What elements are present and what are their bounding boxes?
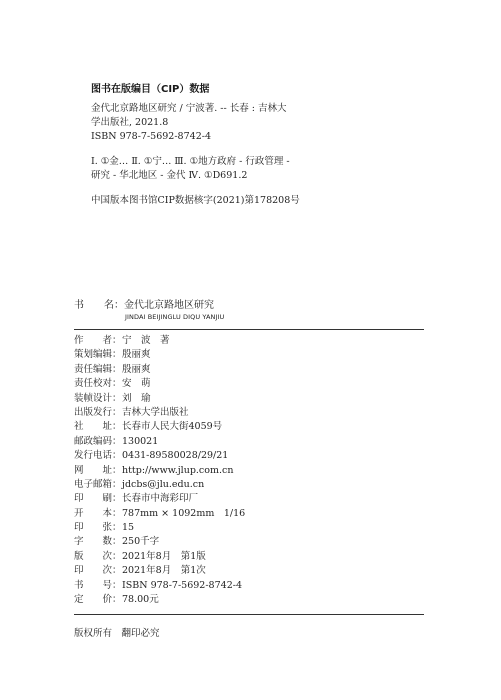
cip-subject-line: 研究 - 华北地区 - 金代 Ⅳ. ①D691.2 bbox=[91, 170, 248, 181]
info-row-postcode bbox=[74, 435, 424, 449]
info-label: 印 次： bbox=[74, 565, 122, 577]
copyright-notice: 版权所有 翻印必究 bbox=[74, 628, 160, 639]
info-value: 0431-89580028/29/21 bbox=[122, 450, 229, 462]
cip-subjects bbox=[91, 155, 421, 183]
info-row-printer bbox=[74, 492, 424, 506]
info-value: http://www.jlup.com.cn bbox=[122, 464, 234, 476]
info-label: 社 址： bbox=[74, 421, 122, 433]
info-value: 15 bbox=[122, 522, 135, 534]
cip-core-number bbox=[91, 194, 421, 208]
info-label: 开 本： bbox=[74, 507, 122, 519]
info-row-address bbox=[74, 420, 424, 434]
info-value: 殷丽爽 bbox=[122, 349, 151, 361]
info-row-proofreader bbox=[74, 377, 424, 391]
info-value: 78.00元 bbox=[122, 594, 159, 606]
info-value: jdcbs@jlu.edu.cn bbox=[122, 478, 205, 490]
info-row-printing bbox=[74, 564, 424, 578]
info-label: 网 址： bbox=[74, 464, 122, 476]
info-label: 作 者： bbox=[74, 335, 122, 346]
info-value: 刘 瑜 bbox=[122, 392, 151, 404]
cip-record-line: 学出版社, 2021.8 bbox=[91, 117, 169, 128]
book-name-value: 金代北京路地区研究 bbox=[124, 300, 214, 311]
book-name-label: 书 名： bbox=[74, 300, 124, 311]
info-label: 书 号： bbox=[74, 579, 122, 591]
info-value: 2021年8月 第1次 bbox=[122, 565, 206, 577]
cip-subject-line: Ⅰ. ①金… Ⅱ. ①宁… Ⅲ. ①地方政府 - 行政管理 - bbox=[91, 156, 290, 167]
info-value: 殷丽爽 bbox=[122, 363, 151, 375]
info-row-isbn bbox=[74, 579, 424, 593]
info-row-planning-editor bbox=[74, 348, 424, 362]
info-label: 电子邮箱： bbox=[74, 478, 122, 490]
info-value: 长春市人民大街4059号 bbox=[122, 421, 223, 433]
info-label: 字 数： bbox=[74, 536, 122, 548]
info-label: 发行电话： bbox=[74, 450, 122, 462]
info-row-email bbox=[74, 478, 424, 492]
info-value: ISBN 978-7-5692-8742-4 bbox=[122, 579, 242, 591]
cip-record-line: 金代北京路地区研究 / 宁波著. -- 长春 : 吉林大 bbox=[91, 103, 287, 114]
book-pinyin: JINDAI BEIJINGLU DIQU YANJIU bbox=[125, 313, 225, 321]
info-label: 责任编辑： bbox=[74, 363, 122, 375]
info-value: 长春市中海彩印厂 bbox=[122, 493, 199, 505]
publication-info bbox=[74, 334, 424, 607]
top-divider bbox=[74, 329, 424, 330]
cip-heading: 图书在版编目（CIP）数据 bbox=[91, 84, 210, 95]
info-row-responsible-editor bbox=[74, 363, 424, 377]
info-label: 邮政编码： bbox=[74, 435, 122, 447]
info-row-edition bbox=[74, 550, 424, 564]
info-row-sheets bbox=[74, 521, 424, 535]
cip-core-number-text: 中国版本图书馆CIP数据核字(2021)第178208号 bbox=[91, 195, 300, 206]
info-value: 250千字 bbox=[122, 536, 160, 548]
info-label: 责任校对： bbox=[74, 378, 122, 390]
info-value: 130021 bbox=[122, 435, 159, 447]
info-value: 2021年8月 第1版 bbox=[122, 550, 206, 562]
info-row-author bbox=[74, 334, 424, 348]
info-label: 定 价： bbox=[74, 594, 122, 606]
info-label: 策划编辑： bbox=[74, 349, 122, 361]
bottom-divider bbox=[74, 614, 424, 615]
info-row-publisher bbox=[74, 406, 424, 420]
info-label: 印 刷： bbox=[74, 493, 122, 505]
info-label: 印 张： bbox=[74, 522, 122, 534]
cip-record-line: ISBN 978-7-5692-8742-4 bbox=[91, 131, 211, 142]
info-row-price bbox=[74, 593, 424, 607]
cip-record bbox=[91, 102, 421, 144]
info-value: 787mm × 1092mm 1/16 bbox=[122, 507, 246, 519]
info-row-binding-design bbox=[74, 392, 424, 406]
info-value: 吉林大学出版社 bbox=[122, 406, 189, 418]
info-label: 出版发行： bbox=[74, 406, 122, 418]
info-label: 装帧设计： bbox=[74, 392, 122, 404]
info-row-phone bbox=[74, 449, 424, 463]
info-label: 版 次： bbox=[74, 550, 122, 562]
info-value: 安 萌 bbox=[122, 378, 151, 390]
info-row-website bbox=[74, 464, 424, 478]
book-name-row bbox=[74, 296, 214, 311]
info-value: 宁 波 著 bbox=[122, 335, 170, 346]
info-row-format bbox=[74, 507, 424, 521]
info-row-word-count bbox=[74, 535, 424, 549]
